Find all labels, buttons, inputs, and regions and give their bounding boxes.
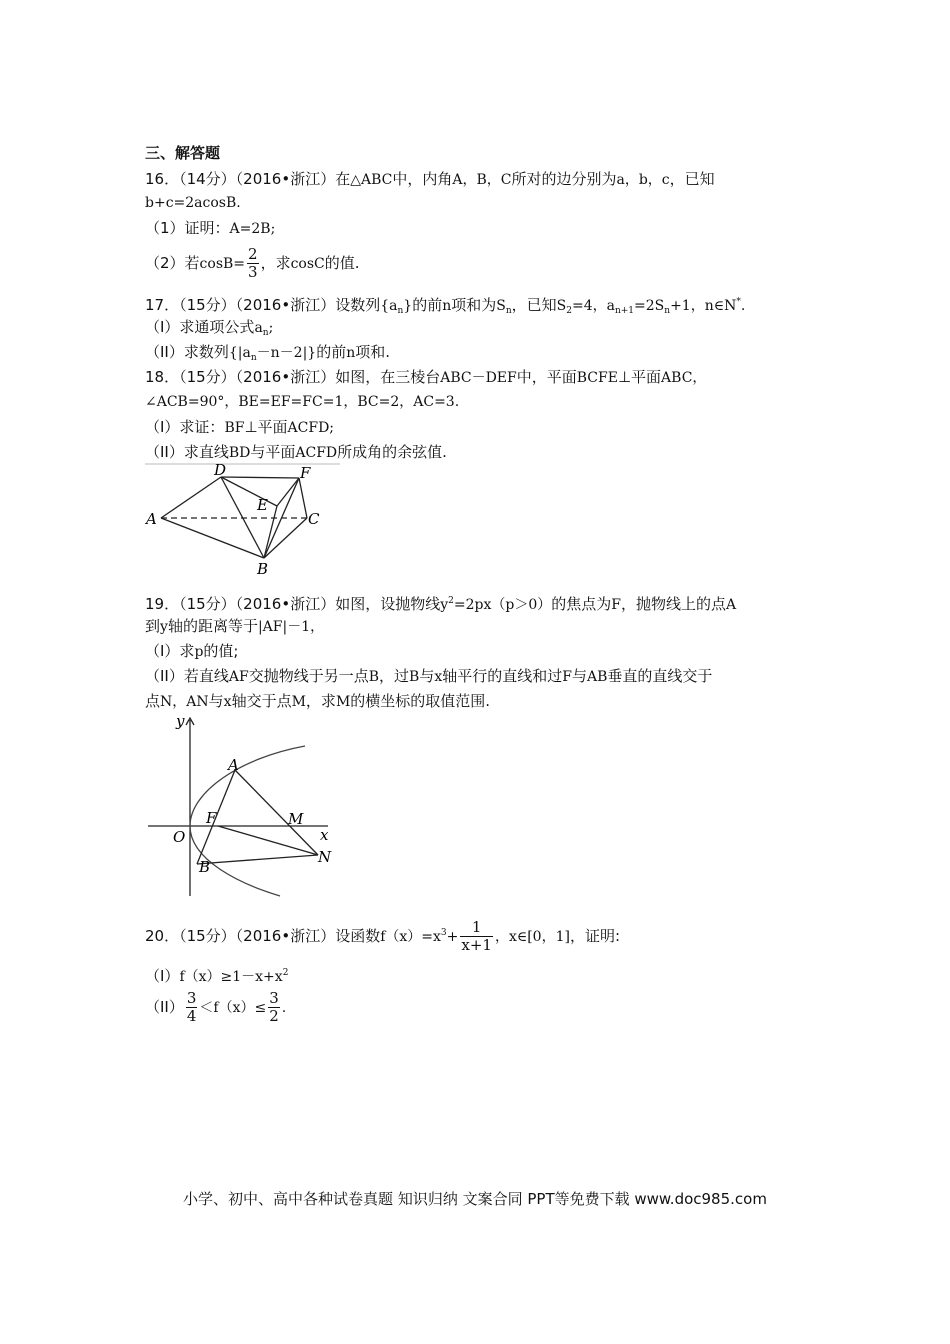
q16-line-2: b+c=2acosB.: [145, 195, 241, 211]
q19-math: x: [223, 694, 232, 710]
fraction-numerator: 1: [460, 919, 493, 937]
label-x: x: [320, 826, 329, 844]
superscript: 3: [440, 928, 447, 938]
q20-math: .: [281, 1000, 287, 1016]
q17-math: {|a: [228, 345, 251, 361]
fraction-denominator: x+1: [461, 936, 492, 954]
fraction-denominator: 2: [269, 1007, 279, 1025]
q20-part-2: [145, 990, 286, 1025]
q19-math: M: [335, 694, 351, 710]
edge-DF: [221, 477, 299, 478]
q19-text: 到: [145, 617, 161, 635]
q17-text: ，已知: [511, 296, 557, 314]
label-F: F: [300, 464, 311, 482]
label-B: B: [199, 858, 211, 876]
subscript: n: [397, 306, 404, 316]
q20-text: （I）: [145, 967, 180, 985]
q16-text: （1）证明：: [145, 219, 230, 237]
line-BN: [197, 855, 318, 864]
q17-math: S: [556, 298, 567, 314]
label-E: E: [257, 496, 268, 514]
fraction-denominator: 3: [248, 263, 258, 281]
edge-AB: [161, 518, 264, 558]
q16-math: A=2B;: [229, 221, 276, 237]
fraction: [247, 246, 259, 281]
q16-text: ，求: [260, 254, 291, 272]
q16-text: 16．（14分）（2016•浙江）在: [145, 170, 351, 188]
q20-text: ，证明:: [569, 927, 621, 945]
label-D: D: [214, 461, 227, 479]
q18-text: （I）求证：: [145, 418, 225, 436]
q17-text: 项和.: [355, 343, 391, 361]
q19-text: 轴平行的直线和过: [442, 667, 563, 685]
q19-math: |AF|－1，: [257, 619, 325, 635]
q19-math: p: [194, 644, 204, 660]
fraction: [186, 990, 198, 1025]
q19-text: 与: [208, 692, 224, 710]
q19-text: （I）求: [145, 642, 195, 660]
label-A: A: [146, 510, 157, 528]
q20-math: ，x∈[0，1]: [494, 929, 570, 945]
q19-text: 的焦点为: [551, 595, 612, 613]
q16-text: 所对的边分别为: [511, 170, 617, 188]
subscript: n: [664, 306, 671, 316]
q20-text: （II）: [145, 998, 184, 1016]
q16-text: ，已知: [669, 170, 715, 188]
q16-line-1: [145, 169, 715, 190]
q17-math: {a: [380, 298, 398, 314]
q18-text: 与平面: [250, 443, 296, 461]
q19-text: 轴的距离等于: [167, 617, 258, 635]
q20-part-1: [145, 963, 288, 987]
q17-math: .: [740, 298, 746, 314]
q19-part-1: [145, 641, 238, 662]
q19-text: 点: [145, 692, 161, 710]
fraction-denominator: 4: [186, 1007, 197, 1025]
q16-text: 中，内角: [392, 170, 453, 188]
label-C: C: [308, 510, 320, 528]
q20-math: f（x）≥1－x+x: [179, 969, 283, 985]
fraction-numerator: 3: [186, 989, 197, 1007]
q16-part-1: [145, 218, 275, 239]
q17-part-2: [145, 342, 390, 368]
parabola-figure: [140, 712, 340, 902]
line-AN: [235, 770, 318, 855]
q19-text: 的值;: [203, 642, 239, 660]
label-B: B: [257, 560, 269, 578]
q18-math: BCFE: [576, 370, 618, 386]
q20-text: 20．（15分）（2016•浙江）设函数: [145, 927, 381, 945]
superscript: 2: [448, 596, 454, 606]
q19-math: B: [409, 669, 420, 685]
q18-text: 所成角的余弦值.: [337, 443, 447, 461]
frustum-figure: [140, 460, 340, 580]
q19-math: AB: [586, 669, 608, 685]
label-N: N: [318, 848, 332, 866]
label-M: M: [288, 810, 304, 828]
q16-math: cosB=: [199, 256, 246, 272]
superscript: *: [736, 297, 741, 307]
q19-part-2: [145, 666, 712, 687]
q17-math: －n－2|}: [256, 345, 317, 361]
q19-math: B: [368, 669, 379, 685]
q18-math: BD: [228, 445, 251, 461]
q19-math: M: [291, 694, 306, 710]
q17-math: n: [442, 298, 452, 314]
q18-text: ⊥平面: [244, 418, 288, 436]
q16-part-2: [145, 246, 360, 281]
q17-math: a: [254, 320, 263, 336]
q20-math: +: [446, 929, 459, 945]
edge-CB: [264, 518, 307, 558]
q16-math: A，B，C: [452, 172, 512, 188]
subscript: 2: [566, 306, 572, 316]
footer-text: 小学、初中、高中各种试卷真题 知识归纳 文案合同 PPT等免费下载 www.doc985.com: [183, 1190, 767, 1208]
q19-text: ，抛物线上的点: [620, 595, 726, 613]
q19-math: F: [611, 597, 621, 613]
q19-math: =2px（p＞0）: [453, 597, 552, 613]
q19-math: N，AN: [160, 694, 209, 710]
q19-math: x: [434, 669, 443, 685]
q18-math: ABC，: [661, 370, 707, 386]
q18-math: BF: [224, 420, 245, 436]
q19-math: AF: [228, 669, 249, 685]
q20-math: f（x）=x: [380, 929, 441, 945]
q19-math: F: [562, 669, 572, 685]
subscript: n: [505, 306, 512, 316]
q18-math: ABC－DEF: [440, 370, 517, 386]
subscript: n: [262, 328, 269, 338]
fraction-numerator: 3: [269, 989, 279, 1007]
q17-math: ;: [268, 320, 274, 336]
label-O: O: [173, 828, 186, 846]
q17-math: +1，n∈N: [670, 298, 737, 314]
q16-math: △ABC: [350, 172, 393, 188]
q17-math: =4，a: [571, 298, 615, 314]
fraction-numerator: 2: [248, 245, 258, 263]
q17-text: （I）求通项公式: [145, 318, 255, 336]
q17-text: 项和为: [451, 296, 497, 314]
q19-text: ，过: [379, 667, 410, 685]
fraction: [460, 919, 493, 954]
q19-text: 19．（15分）（2016•浙江）如图，设抛物线: [145, 595, 441, 613]
q17-text: 的前: [316, 343, 347, 361]
q20-line-1: [145, 916, 620, 954]
fraction: [268, 990, 280, 1025]
q18-text: （II）求直线: [145, 443, 229, 461]
q19-line-2: [145, 616, 324, 637]
q18-line-1: [145, 367, 706, 388]
section-title: 三、解答题: [145, 144, 221, 162]
q18-math: ACFD: [295, 445, 338, 461]
q19-text: （II）若直线: [145, 667, 229, 685]
q20-math: ＜f（x）≤: [199, 1000, 267, 1016]
edge-FC: [299, 478, 307, 518]
q19-line-5: [145, 691, 490, 712]
q17-text: 17．（15分）（2016•浙江）设数列: [145, 296, 381, 314]
q18-math: ACFD;: [287, 420, 335, 436]
q19-math: y: [160, 619, 168, 635]
q17-math: S: [496, 298, 506, 314]
label-A: A: [228, 756, 239, 774]
q19-text: 交抛物线于另一点: [248, 667, 369, 685]
q18-text: 中，平面: [516, 368, 577, 386]
subscript: n+1: [614, 306, 635, 316]
q19-text: 垂直的直线交于: [607, 667, 713, 685]
q17-math: =2S: [634, 298, 665, 314]
q17-text: （II）求数列: [145, 343, 229, 361]
q18-text: ⊥平面: [617, 368, 662, 386]
q18-line-2: ∠ACB=90°，BE=EF=FC=1，BC=2，AC=3.: [145, 394, 460, 410]
q19-math: A: [725, 597, 737, 613]
label-F: F: [206, 809, 217, 827]
q17-math: }: [403, 298, 413, 314]
q17-text: 的前: [412, 296, 443, 314]
q19-line-1: [145, 591, 736, 615]
q16-math: cosC: [290, 256, 325, 272]
q19-text: 与: [571, 667, 587, 685]
q16-text: 的值.: [324, 254, 360, 272]
q19-text: 的横坐标的取值范围.: [350, 692, 491, 710]
q19-math: y: [440, 597, 449, 613]
edge-AD: [161, 477, 221, 518]
label-y: y: [176, 712, 185, 730]
q18-part-1: [145, 417, 334, 438]
q16-math: a，b，c: [616, 172, 670, 188]
q18-text: 18．（15分）（2016•浙江）如图，在三棱台: [145, 368, 441, 386]
q19-text: ，求: [305, 692, 336, 710]
superscript: 2: [282, 968, 289, 978]
q19-text: 轴交于点: [231, 692, 292, 710]
q19-text: 与: [419, 667, 435, 685]
subscript: n: [250, 353, 257, 363]
q17-part-1: [145, 317, 273, 343]
q17-math: n: [346, 345, 356, 361]
q16-text: （2）若: [145, 254, 200, 272]
